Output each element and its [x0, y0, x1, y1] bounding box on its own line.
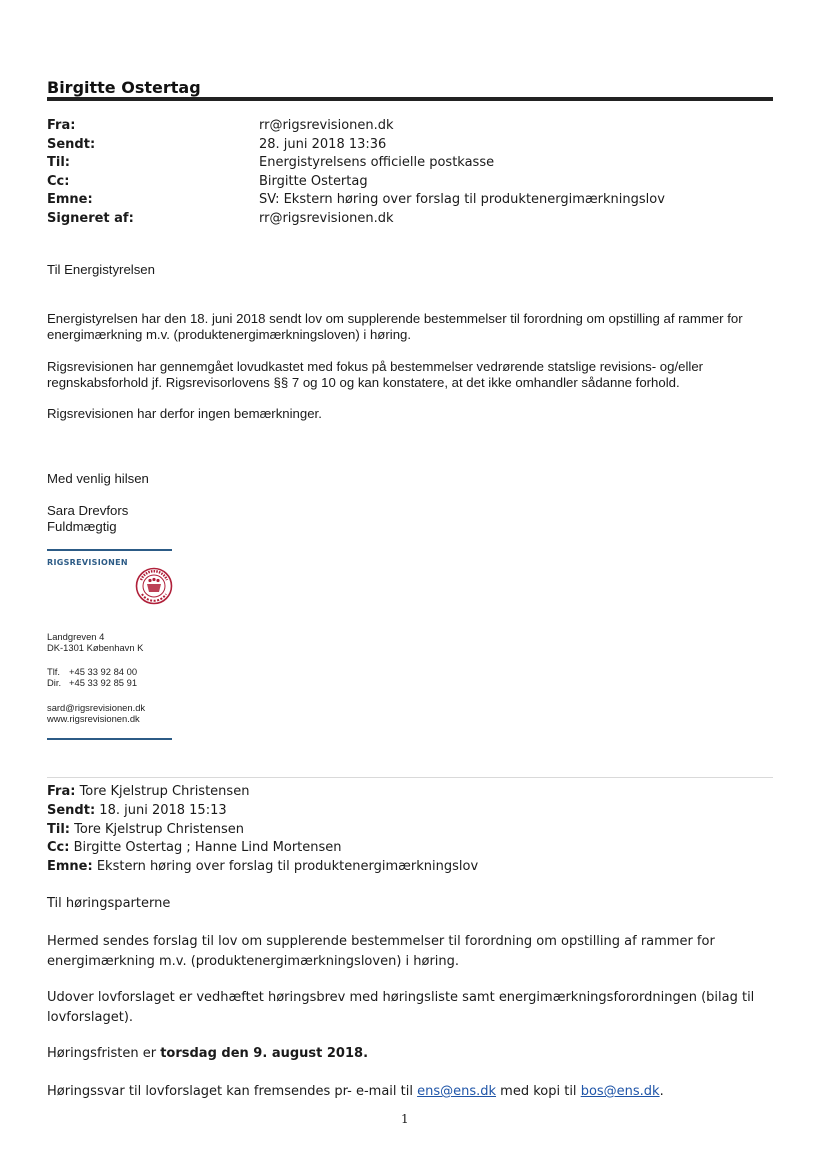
forward-paragraph: Hermed sendes forslag til lov om supplerende bestemmelser til forordning om opstilling af rammer for energimærkning m.v. (produktenergimærkningsloven) i høring.	[47, 934, 715, 969]
folketinget-seal-icon	[135, 567, 173, 605]
deadline-date: torsdag den 9. august 2018.	[160, 1046, 369, 1061]
address-line: Landgreven 4	[47, 631, 105, 642]
signature-divider	[47, 549, 172, 551]
bos-email-link[interactable]: bos@ens.dk	[580, 1084, 660, 1099]
forward-greeting: Til høringsparterne	[47, 896, 171, 911]
ens-email-link[interactable]: ens@ens.dk	[417, 1084, 497, 1099]
signer-name: Sara Drevfors	[47, 503, 129, 518]
forwarded-header	[47, 783, 478, 877]
header-row-signed-by: Signeret af: rr@rigsrevisionen.dk	[47, 210, 394, 226]
signature-website: www.rigsrevisionen.dk	[47, 713, 140, 724]
reply-paragraph: Rigsrevisionen har gennemgået lovudkastet med fokus på bestemmelser vedrørende statslige revisions- og/eller regnskabsforhold jf. Rigsrevisorlovens §§ 7 og 10 og kan konstatere, at det ikke omhandler sådanne forhold.	[47, 359, 704, 390]
signature-divider	[47, 738, 172, 740]
email-header	[47, 117, 665, 228]
sender-name: Birgitte Ostertag	[47, 78, 201, 97]
reply-closing: Med venlig hilsen	[47, 471, 149, 486]
signer-title: Fuldmægtig	[47, 519, 117, 534]
header-row-subject: Emne: SV: Ekstern høring over forslag til produktenergimærkningslov	[47, 192, 665, 207]
header-rule	[47, 97, 773, 101]
direct-phone-line: Dir. +45 33 92 85 91	[47, 677, 138, 688]
reply-greeting: Til Energistyrelsen	[47, 262, 155, 277]
fwd-row-from: Fra: Tore Kjelstrup Christensen	[47, 784, 250, 799]
page-number: 1	[401, 1112, 409, 1126]
contact-paragraph: Høringssvar til lovforslaget kan fremsendes pr- e-mail til ens@ens.dk med kopi til bos@ens.dk.	[47, 1084, 664, 1099]
fwd-row-sent: Sendt: 18. juni 2018 15:13	[47, 802, 227, 818]
forward-separator	[47, 777, 773, 778]
forward-paragraph: Udover lovforslaget er vedhæftet høringsbrev med høringsliste samt energimærkningsforordningen (bilag til lovforslaget).	[47, 990, 755, 1025]
reply-paragraph: Rigsrevisionen har derfor ingen bemærkninger.	[47, 406, 322, 421]
signature-email: sard@rigsrevisionen.dk	[47, 702, 146, 713]
address-line: DK-1301 København K	[47, 642, 144, 653]
fwd-row-to: Til: Tore Kjelstrup Christensen	[47, 821, 244, 837]
reply-paragraph: Energistyrelsen har den 18. juni 2018 sendt lov om supplerende bestemmelser til forordning om opstilling af rammer for energimærkning m.v. (produktenergimærkningsloven) i høring.	[47, 311, 743, 342]
organization-name: RIGSREVISIONEN	[47, 558, 128, 567]
header-row-cc: Cc: Birgitte Ostertag	[47, 173, 368, 189]
header-row-to: Til: Energistyrelsens officielle postkasse	[47, 155, 495, 170]
header-row-from: Fra: rr@rigsrevisionen.dk	[47, 118, 394, 133]
header-row-sent: Sendt: 28. juni 2018 13:36	[47, 136, 387, 152]
fwd-row-cc: Cc: Birgitte Ostertag ; Hanne Lind Mortensen	[47, 840, 342, 856]
fwd-row-subject: Emne: Ekstern høring over forslag til produktenergimærkningslov	[47, 859, 479, 875]
deadline-paragraph: Høringsfristen er torsdag den 9. august 2018.	[47, 1046, 369, 1061]
phone-line: Tlf. +45 33 92 84 00	[47, 666, 138, 677]
